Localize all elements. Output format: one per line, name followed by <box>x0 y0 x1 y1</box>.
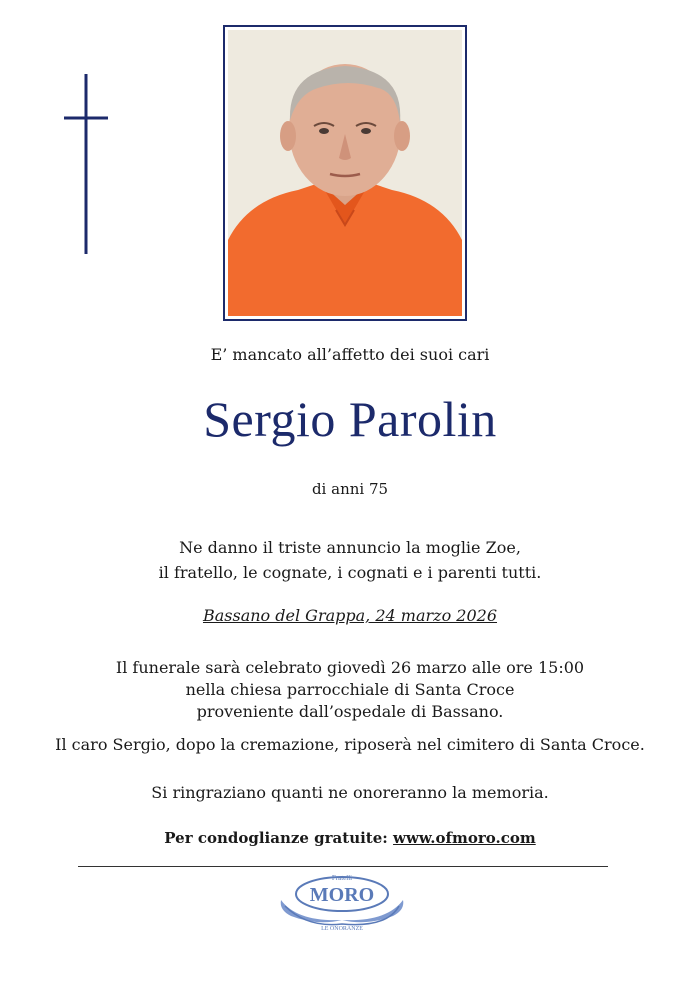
place-date <box>0 606 700 625</box>
announcement <box>0 535 700 585</box>
announcement-line: il fratello, le cognate, i cognati e i parenti tutti. <box>158 563 542 582</box>
place-date-text: Bassano del Grappa, 24 marzo 2026 <box>202 606 498 625</box>
deceased-name: Sergio Parolin <box>203 391 497 447</box>
intro-text: E’ mancato all’affetto dei suoi cari <box>210 345 490 364</box>
condolences-link[interactable]: www.ofmoro.com <box>393 829 536 847</box>
divider <box>78 866 608 867</box>
funeral-line: proveniente dall’ospedale di Bassano. <box>196 702 504 721</box>
rest-text: Il caro Sergio, dopo la cremazione, riposerà nel cimitero di Santa Croce. <box>55 735 645 754</box>
logo-bottom-text: LE ONORANZE <box>321 926 363 932</box>
logo-top-text: Fratelli <box>331 874 353 882</box>
portrait-frame <box>223 25 467 321</box>
thanks-text: Si ringraziano quanti ne onoreranno la memoria. <box>151 783 549 802</box>
condolences-label: Per condoglianze gratuite: <box>164 829 388 847</box>
condolences <box>0 829 700 847</box>
announcement-line: Ne danno il triste annuncio la moglie Zoe, <box>179 538 521 557</box>
portrait-photo <box>228 30 462 316</box>
moro-logo <box>277 870 407 932</box>
age-text: di anni 75 <box>311 480 389 498</box>
funeral-info <box>0 657 700 723</box>
cross-icon <box>62 74 112 254</box>
logo-brand: MORO <box>309 884 375 906</box>
funeral-line: nella chiesa parrocchiale di Santa Croce <box>185 680 515 699</box>
funeral-line: Il funerale sarà celebrato giovedì 26 marzo alle ore 15:00 <box>115 658 585 677</box>
